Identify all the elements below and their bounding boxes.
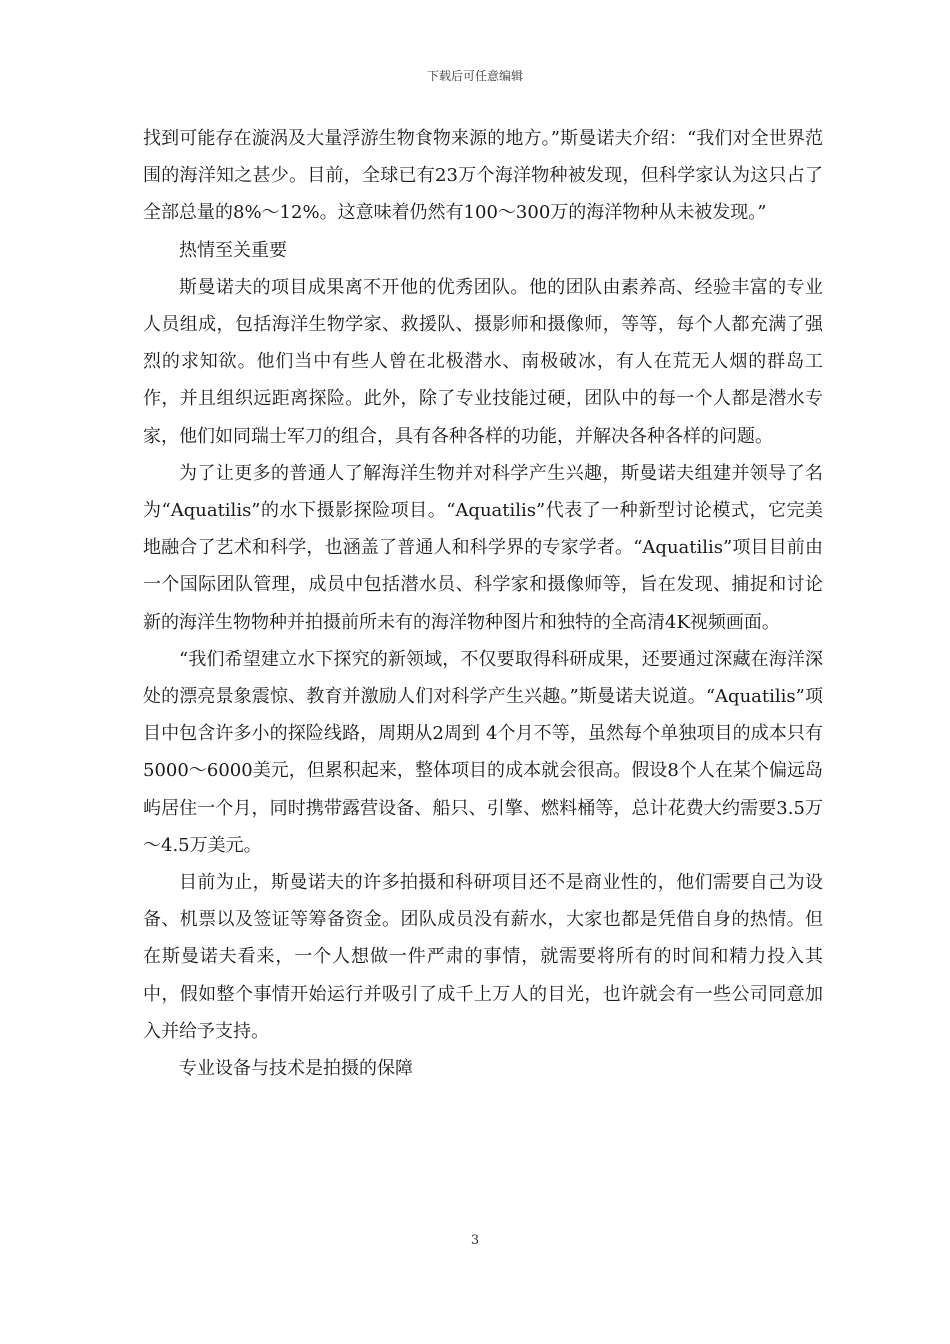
page-header: 下载后可任意编辑 bbox=[426, 69, 523, 83]
paragraph-continuation: 找到可能存在漩涡及大量浮游生物食物来源的地方。”斯曼诺夫介绍：“我们对全世界范围的海洋知之甚少。目前，全球已有23万个海洋物种被发现，但科学家认为这只占了全部总量的8%～12%。这意味着仍然有100～300万的海洋物种从未被发现。” bbox=[143, 128, 823, 224]
paragraph-quote: “我们希望建立水下探究的新领域，不仅要取得科研成果，还要通过深藏在海洋深处的漂亮景象震惊、教育并激励人们对科学产生兴趣。”斯曼诺夫说道。“Aquatilis”项目中包含许多小的探险线路，周期从2周到 4个月不等，虽然每个单独项目的成本只有5000～6000美元，但累积起来，整体项目的成本就会很高。假设8个人在某个偏远岛屿居住一个月，同时携带露营设备、船只、引擎、燃料桶等，总计花费大约需要3.5万～4.5万美元。 bbox=[143, 648, 823, 856]
page-number: 3 bbox=[470, 1233, 480, 1248]
paragraph-team: 斯曼诺夫的项目成果离不开他的优秀团队。他的团队由素养高、经验丰富的专业人员组成，包括海洋生物学家、救援队、摄影师和摄像师，等等，每个人都充满了强烈的求知欲。他们当中有些人曾在北极潜水、南极破冰，有人在荒无人烟的群岛工作，并且组织远距离探险。此外，除了专业技能过硬，团队中的每一个人都是潜水专家，他们如同瑞士军刀的组合，具有各种各样的功能，并解决各种各样的问题。 bbox=[143, 276, 823, 447]
section-heading-equipment: 专业设备与技术是拍摄的保障 bbox=[179, 1058, 413, 1080]
section-heading-passion: 热情至关重要 bbox=[179, 239, 287, 261]
document-body bbox=[143, 120, 823, 1087]
paragraph-funding: 目前为止，斯曼诺夫的许多拍摄和科研项目还不是商业性的，他们需要自己为设备、机票以及签证等筹备资金。团队成员没有薪水，大家也都是凭借自身的热情。但在斯曼诺夫看来，一个人想做一件严肃的事情，就需要将所有的时间和精力投入其中，假如整个事情开始运行并吸引了成千上万人的目光，也许就会有一些公司同意加入并给予支持。 bbox=[143, 872, 823, 1042]
paragraph-aquatilis: 为了让更多的普通人了解海洋生物并对科学产生兴趣，斯曼诺夫组建并领导了名为“Aquatilis”的水下摄影探险项目。“Aquatilis”代表了一种新型讨论模式，它完美地融合了艺术和科学，也涵盖了普通人和科学界的专家学者。“Aquatilis”项目目前由一个国际团队管理，成员中包括潜水员、科学家和摄像师等，旨在发现、捕捉和讨论新的海洋生物物种并拍摄前所未有的海洋物种图片和独特的全高清4K视频画面。 bbox=[143, 462, 823, 633]
